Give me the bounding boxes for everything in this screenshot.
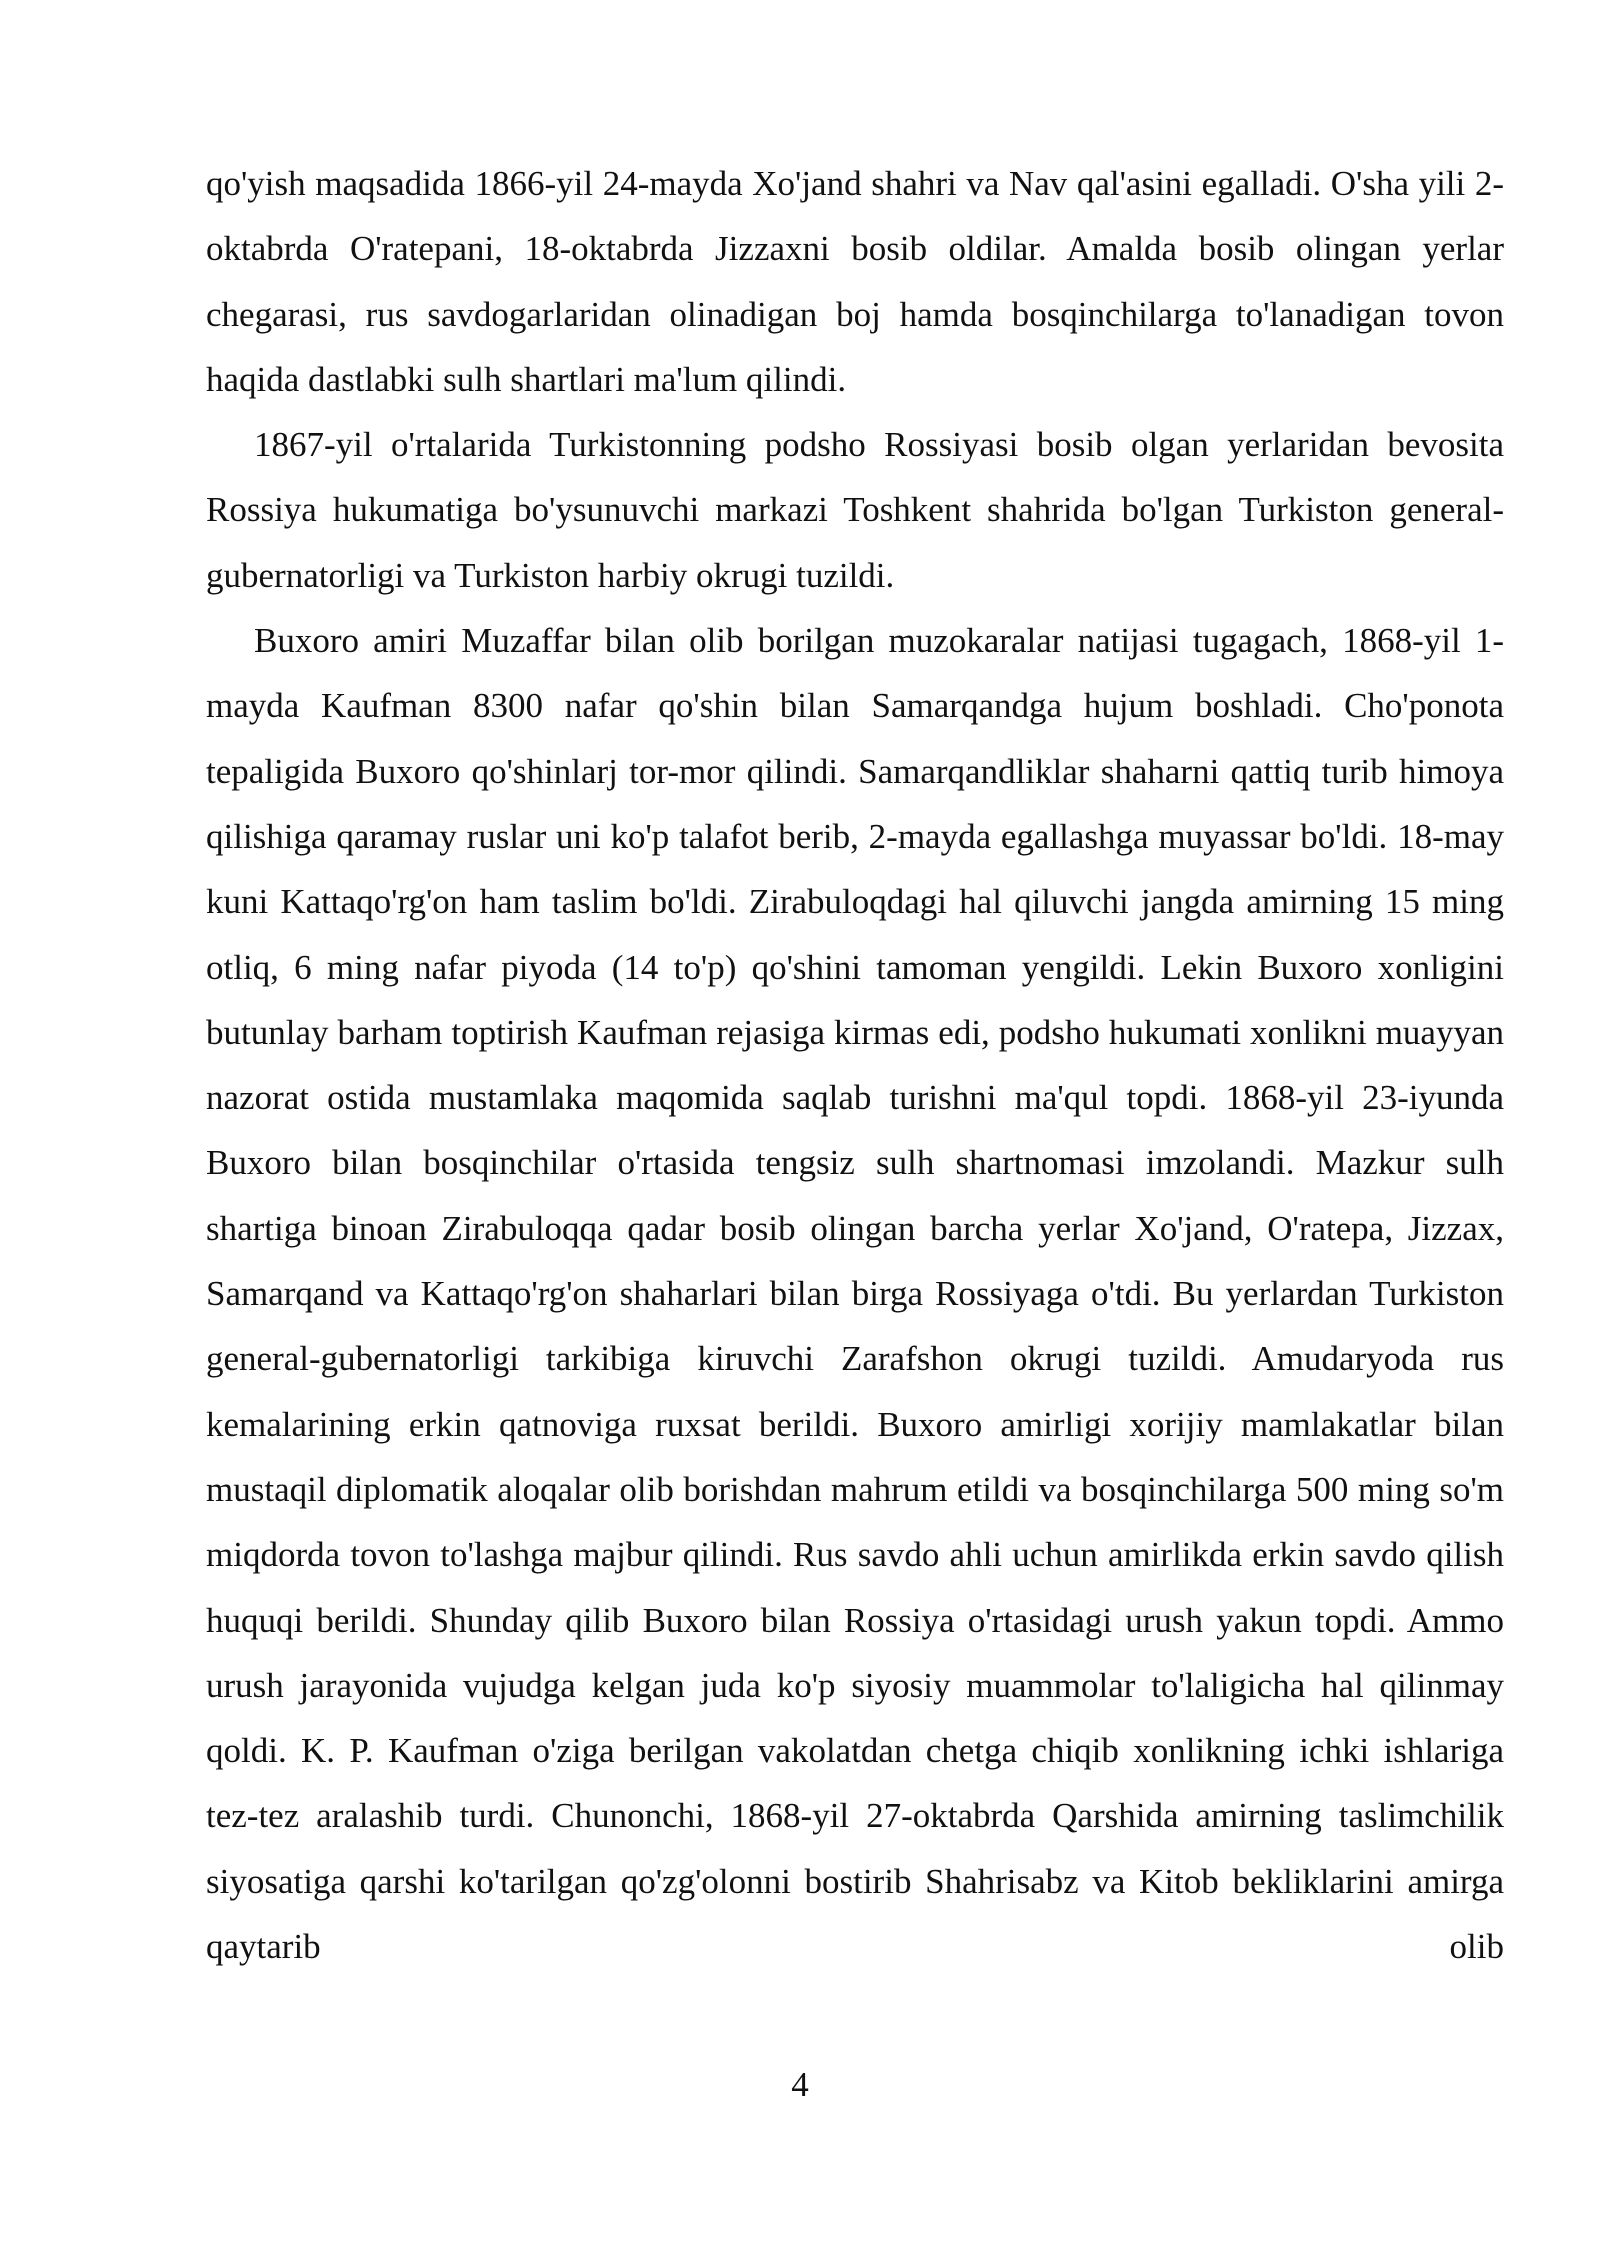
paragraph-bukhara-campaign: Buxoro amiri Muzaffar bilan olib borilgan muzokaralar natijasi tugagach, 1868-yil 1-mayda Kaufman 8300 nafar qo'shin bilan Samarqandga hujum boshladi. Cho'ponota tepaligida Buxoro qo'shinlarj tor-mor qilindi. Samarqandliklar shaharni qattiq turib himoya qilishiga qaramay ruslar uni ko'p talafot berib, 2-mayda egallashga muyassar bo'ldi. 18-may kuni Kattaqo'rg'on ham taslim bo'ldi. Zirabuloqdagi hal qiluvchi jangda amirning 15 ming otliq, 6 ming nafar piyoda (14 to'p) qo'shini tamoman yengildi. Lekin Buxoro xonligini butunlay barham toptirish Kaufman rejasiga kirmas edi, podsho hukumati xonlikni muayyan nazorat ostida mustamlaka maqomida saqlab turishni ma'qul topdi. 1868-yil 23-iyunda Buxoro bilan bosqinchilar o'rtasida tengsiz sulh shartnomasi imzolandi. Mazkur sulh shartiga binoan Zirabuloqqa qadar bosib olingan barcha yerlar Xo'jand, O'ratepa, Jizzax, Samarqand va Kattaqo'rg'on shaharlari bilan birga Rossiyaga o'tdi. Bu yerlardan Turkiston general-gubernatorligi tarkibiga kiruvchi Zarafshon okrugi tuzildi. Amudaryoda rus kemalarining erkin qatnoviga ruxsat berildi. Buxoro amirligi xorijiy mamlakatlar bilan mustaqil diplomatik aloqalar olib borishdan mahrum etildi va bosqinchilarga 500 ming so'm miqdorda tovon to'lashga majbur qilindi. Rus savdo ahli uchun amirlikda erkin savdo qilish huquqi berildi. Shunday qilib Buxoro bilan Rossiya o'rtasidagi urush yakun topdi. Ammo urush jarayonida vujudga kelgan juda ko'p siyosiy muammolar to'laligicha hal qilinmay qoldi. K. P. Kaufman o'ziga berilgan vakolatdan chetga chiqib xonlikning ichki ishlariga tez-tez aralashib turdi. Chunonchi, 1868-yil 27-oktabrda Qarshida amirning taslimchilik siyosatiga qarshi ko'tarilgan qo'zg'olonni bostirib Shahrisabz va Kitob bekliklarini amirga qaytarib olib	[206, 621, 1504, 1967]
paragraph-continuation: qo'yish maqsadida 1866-yil 24-mayda Xo'jand shahri va Nav qal'asini egalladi. O'sha yili 2-oktabrda O'ratepani, 18-oktabrda Jizzaxni bosib oldilar. Amalda bosib olingan yerlar chegarasi, rus savdogarlaridan olinadigan boj hamda bosqinchilarga to'lanadigan tovon haqida dastlabki sulh shartlari ma'lum qilindi.	[206, 164, 1504, 399]
paragraph-turkistan-governorship: 1867-yil o'rtalarida Turkistonning podsho Rossiyasi bosib olgan yerlaridan bevosita Rossiya hukumatiga bo'ysunuvchi markazi Toshkent shahrida bo'lgan Turkiston general-gubernatorligi va Turkiston harbiy okrugi tuzildi.	[206, 425, 1504, 595]
page-number: 4	[791, 2065, 809, 2104]
text-body	[206, 151, 1504, 1979]
